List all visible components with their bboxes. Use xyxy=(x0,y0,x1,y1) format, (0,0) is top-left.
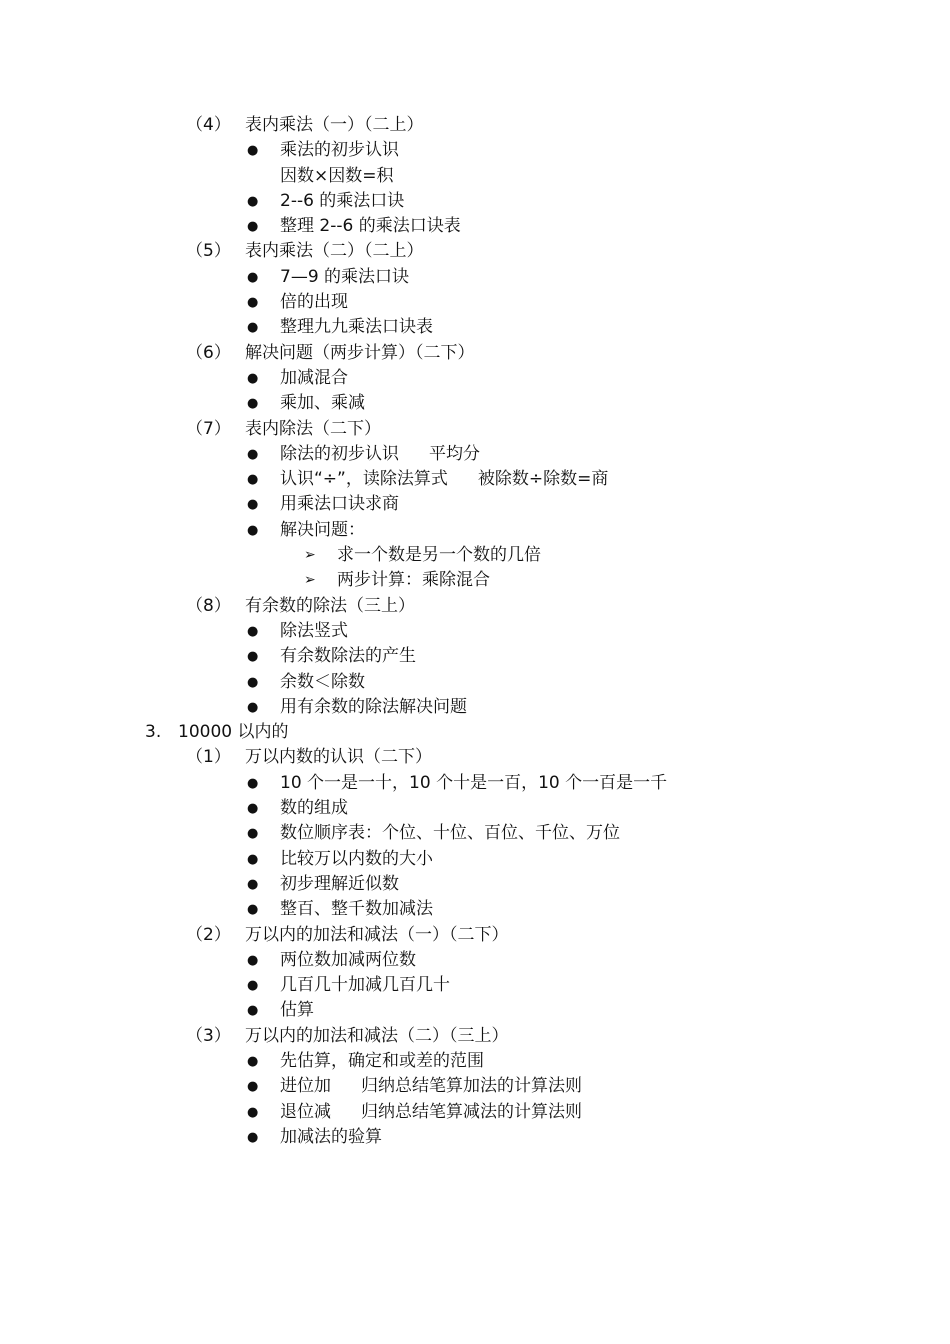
item-text xyxy=(280,442,480,467)
bullet-dot-icon: ● xyxy=(247,674,259,690)
item-text xyxy=(280,998,314,1023)
item-text xyxy=(280,366,348,391)
item-text xyxy=(280,189,404,214)
item-label: 估算 xyxy=(280,1000,314,1021)
item-label: 几百几十加减几百几十 xyxy=(280,975,450,996)
bullet-dot-icon: ● xyxy=(247,446,259,462)
bullet-dot-icon: ● xyxy=(247,851,259,867)
subsection-heading xyxy=(0,594,950,619)
bullet-dot-icon: ● xyxy=(247,649,259,665)
item-label: 10000 以内的 xyxy=(178,722,289,743)
bullet-item xyxy=(0,619,950,644)
item-label: 表内除法（二下） xyxy=(245,418,381,439)
item-label: 用有余数的除法解决问题 xyxy=(280,696,467,717)
bullet-item xyxy=(0,821,950,846)
item-number: （4） xyxy=(186,115,231,135)
item-label: 解决问题（两步计算）（二下） xyxy=(245,342,475,363)
section-heading xyxy=(0,720,950,745)
item-text xyxy=(280,265,409,290)
bullet-item xyxy=(0,214,950,239)
item-label: 10 个一是一十，10 个十是一百，10 个一百是一千 xyxy=(280,772,668,793)
item-text xyxy=(280,897,433,922)
bullet-dot-icon: ● xyxy=(247,826,259,842)
bullet-dot-icon: ● xyxy=(247,902,259,918)
item-text xyxy=(280,973,450,998)
bullet-dot-icon: ● xyxy=(247,1003,259,1019)
bullet-item xyxy=(0,290,950,315)
bullet-item xyxy=(0,442,950,467)
item-text xyxy=(280,518,365,543)
bullet-dot-icon: ● xyxy=(247,320,259,336)
item-label: 万以内的加法和减法（一）（二下） xyxy=(245,924,509,945)
item-label: 加减混合 xyxy=(280,367,348,388)
item-label: 7—9 的乘法口诀 xyxy=(280,266,410,287)
bullet-item xyxy=(0,644,950,669)
item-label: 万以内的加法和减法（二）（三上） xyxy=(245,1025,509,1046)
bullet-dot-icon: ● xyxy=(247,295,259,311)
item-extra: 平均分 xyxy=(429,443,480,464)
bullet-continuation xyxy=(0,164,950,189)
bullet-dot-icon: ● xyxy=(247,1079,259,1095)
curriculum-outline xyxy=(0,113,950,1150)
bullet-item xyxy=(0,467,950,492)
item-label: 加减法的验算 xyxy=(280,1126,382,1147)
item-label: 用乘法口诀求商 xyxy=(280,494,399,515)
bullet-item xyxy=(0,1049,950,1074)
item-text xyxy=(280,796,348,821)
arrow-bullet-icon: ➢ xyxy=(304,547,316,564)
item-label: 乘法的初步认识 xyxy=(280,140,399,161)
item-text xyxy=(245,745,432,770)
bullet-dot-icon: ● xyxy=(247,219,259,235)
item-text xyxy=(280,391,365,416)
bullet-item xyxy=(0,315,950,340)
sub-bullet-item xyxy=(0,543,950,568)
item-text xyxy=(245,113,424,138)
bullet-dot-icon: ● xyxy=(247,1053,259,1069)
bullet-item xyxy=(0,695,950,720)
item-label: 因数×因数=积 xyxy=(280,165,394,186)
item-label: 万以内数的认识（二下） xyxy=(245,747,432,768)
item-label: 倍的出现 xyxy=(280,292,348,313)
item-text xyxy=(280,1125,382,1150)
bullet-dot-icon: ● xyxy=(247,193,259,209)
item-label: 2--6 的乘法口诀 xyxy=(280,190,405,211)
item-label: 先估算，确定和或差的范围 xyxy=(280,1050,484,1071)
item-text xyxy=(280,492,399,517)
item-label: 乘加、乘减 xyxy=(280,393,365,414)
item-text xyxy=(245,594,415,619)
bullet-item xyxy=(0,265,950,290)
item-number: （6） xyxy=(186,342,231,363)
item-text xyxy=(337,568,490,593)
item-text xyxy=(337,543,541,568)
bullet-dot-icon: ● xyxy=(247,801,259,817)
bullet-dot-icon: ● xyxy=(247,396,259,412)
item-text xyxy=(280,315,433,340)
item-label: 初步理解近似数 xyxy=(280,873,399,894)
arrow-bullet-icon: ➢ xyxy=(304,572,316,589)
item-text xyxy=(280,695,467,720)
bullet-item xyxy=(0,897,950,922)
item-text xyxy=(245,239,424,264)
bullet-dot-icon: ● xyxy=(247,1104,259,1120)
item-text xyxy=(280,1100,582,1125)
sub-bullet-item xyxy=(0,568,950,593)
item-extra: 被除数÷除数=商 xyxy=(477,469,609,490)
bullet-item xyxy=(0,998,950,1023)
item-text xyxy=(280,214,461,239)
subsection-heading xyxy=(0,239,950,264)
bullet-item xyxy=(0,973,950,998)
item-label: 数的组成 xyxy=(280,798,348,819)
item-text xyxy=(280,847,433,872)
item-label: 两位数加减两位数 xyxy=(280,949,416,970)
subsection-heading xyxy=(0,417,950,442)
item-text xyxy=(280,138,399,163)
item-label: 两步计算：乘除混合 xyxy=(337,570,490,591)
bullet-item xyxy=(0,796,950,821)
bullet-item xyxy=(0,1074,950,1099)
bullet-dot-icon: ● xyxy=(247,876,259,892)
subsection-heading xyxy=(0,745,950,770)
bullet-item xyxy=(0,1125,950,1150)
bullet-item xyxy=(0,492,950,517)
item-text xyxy=(280,872,399,897)
subsection-heading xyxy=(0,341,950,366)
bullet-item xyxy=(0,670,950,695)
bullet-item xyxy=(0,366,950,391)
item-label: 进位加 xyxy=(280,1076,331,1097)
item-number: （1） xyxy=(186,747,231,768)
item-text xyxy=(245,341,475,366)
item-text xyxy=(245,1024,509,1049)
bullet-item xyxy=(0,518,950,543)
item-label: 余数＜除数 xyxy=(280,671,365,692)
bullet-dot-icon: ● xyxy=(247,370,259,386)
bullet-item xyxy=(0,391,950,416)
item-text xyxy=(280,670,365,695)
item-text xyxy=(280,1074,582,1099)
item-text xyxy=(178,720,288,745)
item-text xyxy=(245,923,509,948)
bullet-item xyxy=(0,847,950,872)
bullet-dot-icon: ● xyxy=(247,143,259,159)
item-number: （3） xyxy=(186,1025,231,1046)
bullet-item xyxy=(0,1100,950,1125)
item-label: 数位顺序表：个位、十位、百位、千位、万位 xyxy=(280,823,620,844)
item-number: 3. xyxy=(145,722,162,743)
item-label: 退位减 xyxy=(280,1101,331,1122)
subsection-heading xyxy=(0,923,950,948)
bullet-dot-icon: ● xyxy=(247,978,259,994)
item-label: 整百、整千数加减法 xyxy=(280,899,433,920)
bullet-dot-icon: ● xyxy=(247,472,259,488)
item-text xyxy=(280,948,416,973)
item-label: 除法竖式 xyxy=(280,620,348,641)
item-label: 表内乘法（二）（二上） xyxy=(245,241,424,262)
item-label: 有余数的除法（三上） xyxy=(245,595,415,616)
item-label: 整理 2--6 的乘法口诀表 xyxy=(280,216,461,237)
bullet-dot-icon: ● xyxy=(247,623,259,639)
item-number: （7） xyxy=(186,418,231,439)
item-label: 除法的初步认识 xyxy=(280,443,399,464)
item-text xyxy=(280,290,348,315)
bullet-dot-icon: ● xyxy=(247,269,259,285)
item-label: 表内乘法（一）（二上） xyxy=(245,115,424,135)
item-label: 求一个数是另一个数的几倍 xyxy=(337,545,541,566)
bullet-item xyxy=(0,872,950,897)
bullet-item xyxy=(0,948,950,973)
item-label: 比较万以内数的大小 xyxy=(280,848,433,869)
item-text xyxy=(280,467,608,492)
item-text xyxy=(280,619,348,644)
item-number: （8） xyxy=(186,595,231,616)
bullet-item xyxy=(0,189,950,214)
bullet-item xyxy=(0,138,950,163)
item-text xyxy=(245,417,381,442)
item-label: 有余数除法的产生 xyxy=(280,646,416,667)
bullet-dot-icon: ● xyxy=(247,775,259,791)
bullet-item xyxy=(0,771,950,796)
item-label: 解决问题： xyxy=(280,519,365,540)
item-text xyxy=(280,164,394,189)
item-text xyxy=(280,821,620,846)
item-text xyxy=(280,771,667,796)
item-label: 认识“÷”，读除法算式 xyxy=(280,469,448,490)
bullet-dot-icon: ● xyxy=(247,1129,259,1145)
bullet-dot-icon: ● xyxy=(247,699,259,715)
item-extra: 归纳总结笔算加法的计算法则 xyxy=(361,1076,582,1097)
bullet-dot-icon: ● xyxy=(247,952,259,968)
item-label: 整理九九乘法口诀表 xyxy=(280,317,433,338)
item-extra: 归纳总结笔算减法的计算法则 xyxy=(361,1101,582,1122)
subsection-heading xyxy=(0,1024,950,1049)
subsection-heading xyxy=(0,113,950,138)
item-number: （2） xyxy=(186,924,231,945)
item-text xyxy=(280,1049,484,1074)
bullet-dot-icon: ● xyxy=(247,497,259,513)
item-text xyxy=(280,644,416,669)
item-number: （5） xyxy=(186,241,231,262)
bullet-dot-icon: ● xyxy=(247,522,259,538)
